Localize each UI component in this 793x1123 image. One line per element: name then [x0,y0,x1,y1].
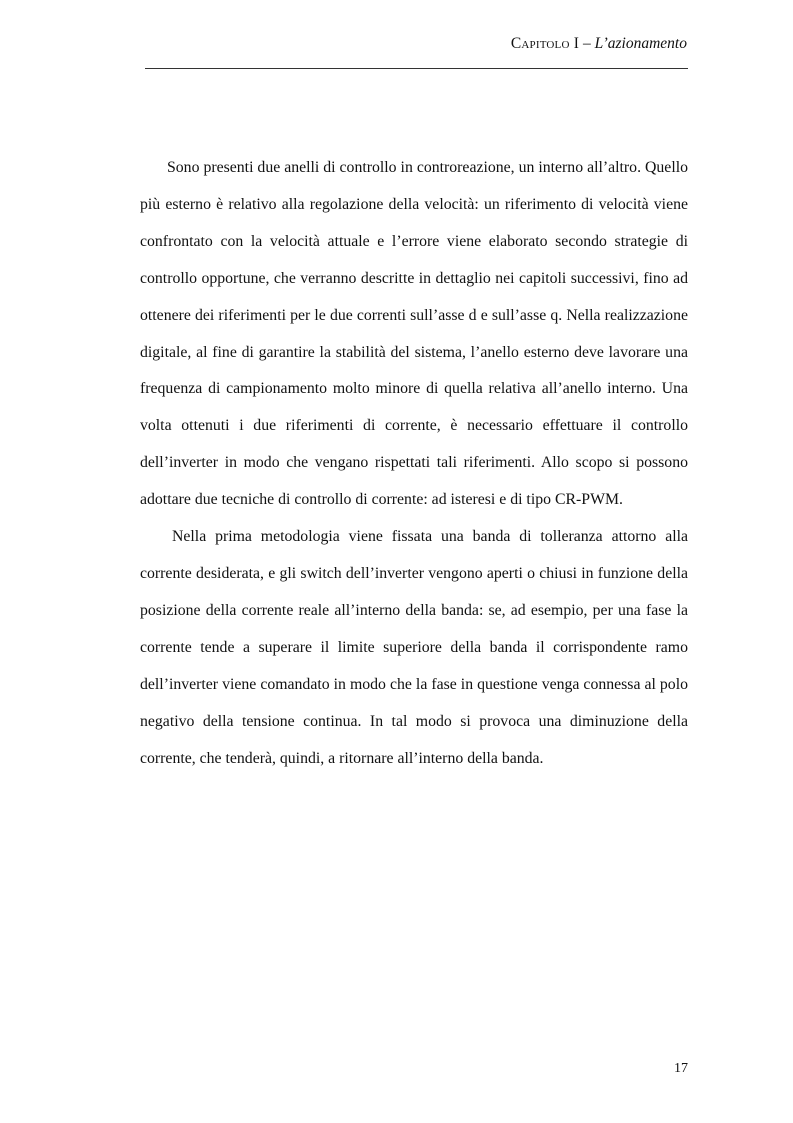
header-rule [145,68,688,69]
body-text [140,150,688,777]
paragraph-2: Nella prima metodologia viene fissata una banda di tolleranza attorno alla corrente desiderata, e gli switch dell’inverter vengono aperti o chiusi in funzione della posizione della corrente reale all’interno della banda: se, ad esempio, per una fase la corrente tende a superare il limite superiore della banda il corrispondente ramo dell’inverter viene comandato in modo che la fase in questione venga connessa al polo negativo della tensione continua. In tal modo si provoca una diminuzione della corrente, che tenderà, quindi, a ritornare all’interno della banda. [140,528,688,767]
chapter-label: Capitolo I [510,35,580,52]
header-separator: – [579,35,595,52]
page-number: 17 [674,1061,688,1076]
chapter-title: L’azionamento [594,35,687,52]
running-header [511,34,687,54]
paragraph-1: Sono presenti due anelli di controllo in controreazione, un interno all’altro. Quello più esterno è relativo alla regolazione della velocità: un riferimento di velocità viene confrontato con la velocità attuale e l’errore viene elaborato secondo strategie di controllo opportune, che verranno descritte in dettaglio nei capitoli successivi, fino ad ottenere dei riferimenti per le due correnti sull’asse d e sull’asse q. Nella realizzazione digitale, al fine di garantire la stabilità del sistema, l’anello esterno deve lavorare una frequenza di campionamento molto minore di quella relativa all’anello interno. Una volta ottenuti i due riferimenti di corrente, è necessario effettuare il controllo dell’inverter in modo che vengano rispettati tali riferimenti. Allo scopo si possono adottare due tecniche di controllo di corrente: ad isteresi e di tipo CR-PWM. [140,159,688,509]
